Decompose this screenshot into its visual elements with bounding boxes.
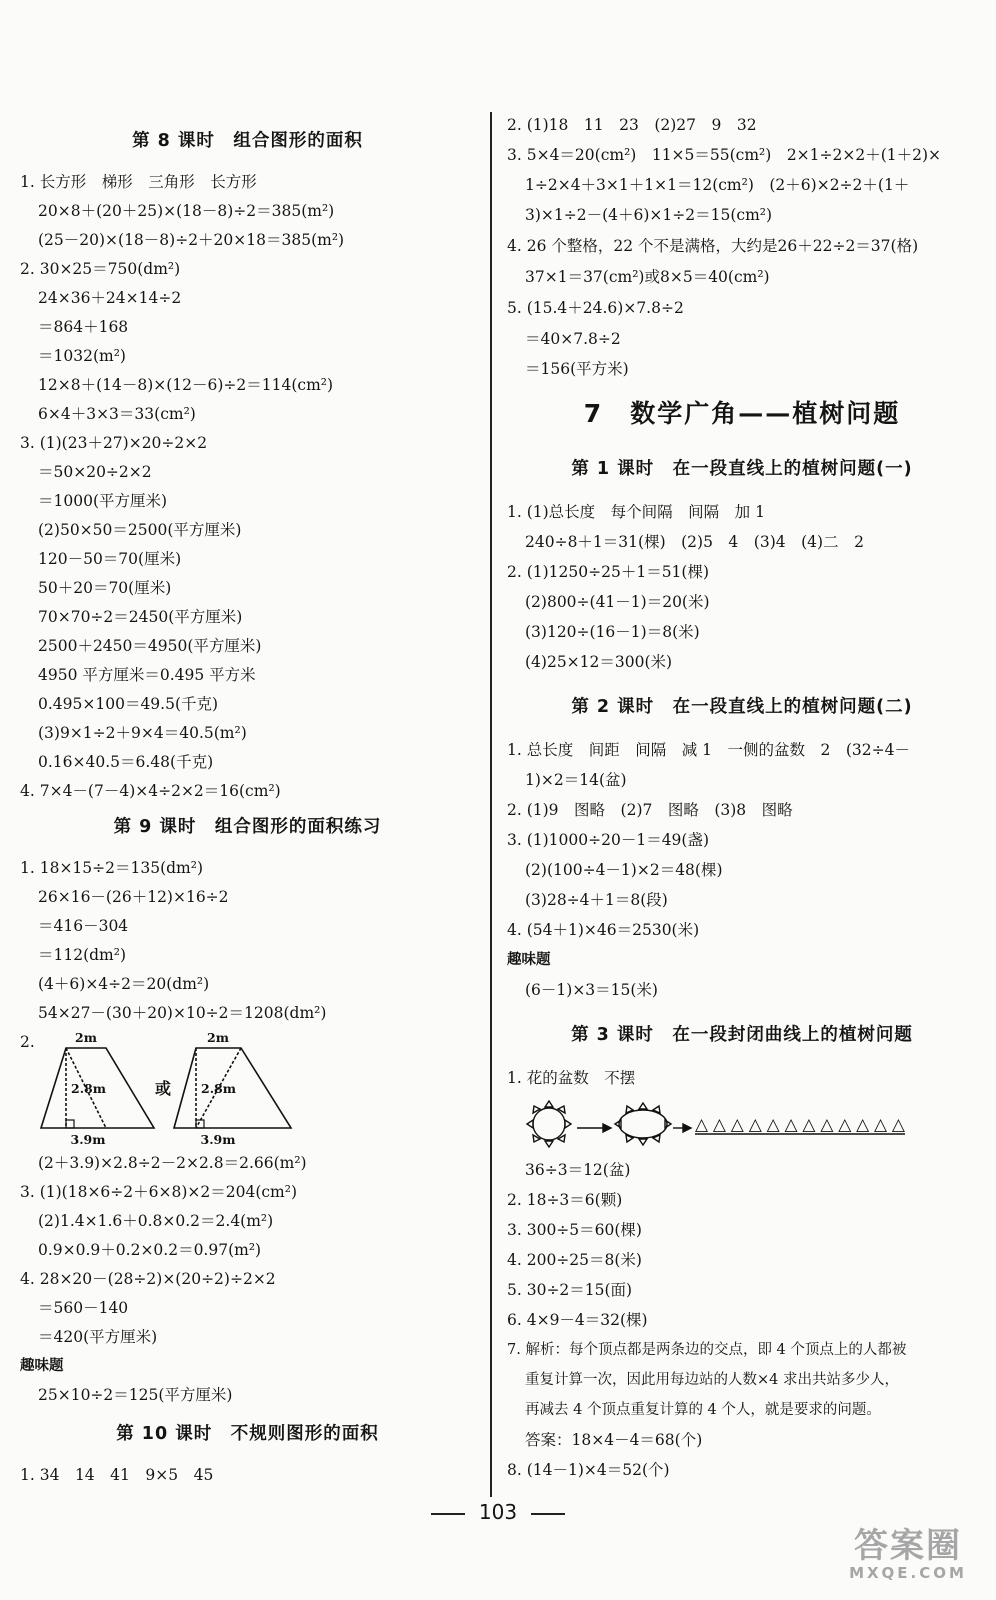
section-heading-lesson-10: 第 10 课时 不规则图形的面积 — [116, 1424, 379, 1444]
footer-dash-left — [431, 1513, 465, 1515]
answer-line: 12×8＋(14－8)×(12－6)÷2＝114(cm²) — [38, 376, 334, 394]
answer-line: 2. 30×25＝750(dm²) — [20, 260, 181, 278]
section-heading-lesson-2: 第 2 课时 在一段直线上的植树问题(二) — [571, 697, 913, 717]
bottom-base-label-1: 3.9m — [70, 1132, 106, 1146]
answer-line: 2. (1)18 11 23 (2)27 9 32 — [507, 116, 757, 134]
answer-line: 70×70÷2＝2450(平方厘米) — [38, 608, 243, 626]
answer-line: 6. 4×9－4＝32(棵) — [507, 1311, 648, 1329]
top-base-label-2: 2m — [207, 1030, 229, 1045]
answer-line: (2)(100÷4－1)×2＝48(棵) — [525, 861, 723, 879]
answer-line: 1. (1)总长度 每个间隔 间隔 加 1 — [507, 503, 765, 521]
answer-line: 4. 28×20－(28÷2)×(20÷2)÷2×2 — [20, 1270, 276, 1288]
answer-line: 1÷2×4＋3×1＋1×1＝12(cm²) (2＋6)×2÷2＋(1＋ — [525, 176, 910, 194]
fun-question-label: 趣味题 — [507, 952, 551, 968]
answer-line: 4950 平方厘米＝0.495 平方米 — [38, 666, 256, 684]
column-divider — [490, 112, 492, 1497]
answer-line: 3)×1÷2－(4＋6)×1÷2＝15(cm²) — [525, 206, 773, 224]
answer-line: 26×16－(26＋12)×16÷2 — [38, 888, 229, 906]
trapezoid-figures — [36, 1028, 336, 1146]
section-heading-lesson-8: 第 8 课时 组合图形的面积 — [132, 131, 363, 151]
answer-line: 1)×2＝14(盆) — [525, 771, 627, 789]
height-label-2: 2.8m — [201, 1081, 236, 1096]
answer-line: 8. (14－1)×4＝52(个) — [507, 1461, 670, 1479]
answer-line: (3)28÷4＋1＝8(段) — [525, 891, 668, 909]
answer-line: 1. 花的盆数 不摆 — [507, 1069, 636, 1087]
section-heading-lesson-3: 第 3 课时 在一段封闭曲线上的植树问题 — [571, 1025, 913, 1045]
flower-arrangement-figure — [519, 1096, 919, 1152]
answer-line: ＝1000(平方厘米) — [38, 492, 168, 510]
watermark-logo: 答案圈 MXQE.COM — [849, 1526, 967, 1582]
answer-line: ＝112(dm²) — [38, 946, 127, 964]
answer-line: 1. 34 14 41 9×5 45 — [20, 1466, 214, 1484]
question-number: 2. — [20, 1033, 35, 1051]
answer-line: ＝156(平方米) — [525, 360, 629, 378]
or-label: 或 — [154, 1079, 172, 1098]
answer-line: (2)800÷(41－1)＝20(米) — [525, 593, 710, 611]
answer-line: 重复计算一次，因此用每边站的人数×4 求出共站多少人， — [525, 1372, 899, 1388]
triangle-row: △△△△△△△△△△△△ — [695, 1115, 905, 1135]
answer-line: ＝416－304 — [38, 917, 129, 935]
answer-line: 50＋20＝70(厘米) — [38, 579, 172, 597]
answer-line: 6×4＋3×3＝33(cm²) — [38, 405, 196, 423]
answer-line: 120－50＝70(厘米) — [38, 550, 182, 568]
answer-line: ＝40×7.8÷2 — [525, 330, 621, 348]
answer-line: (3)9×1÷2＋9×4＝40.5(m²) — [38, 724, 247, 742]
answer-line: 4. (54＋1)×46＝2530(米) — [507, 921, 700, 939]
answer-line: 36÷3＝12(盆) — [525, 1161, 631, 1179]
answer-line: 3. 300÷5＝60(棵) — [507, 1221, 642, 1239]
answer-line: 0.9×0.9＋0.2×0.2＝0.97(m²) — [38, 1241, 262, 1259]
answer-line: (6－1)×3＝15(米) — [525, 981, 658, 999]
answer-line: ＝864＋168 — [38, 318, 129, 336]
answer-line: (4)25×12＝300(米) — [525, 653, 673, 671]
answer-line: 0.16×40.5＝6.48(千克) — [38, 753, 214, 771]
answer-line: 5. 30÷2＝15(面) — [507, 1281, 633, 1299]
answer-line: 54×27－(30＋20)×10÷2＝1208(dm²) — [38, 1004, 327, 1022]
answer-line: (2＋3.9)×2.8÷2－2×2.8＝2.66(m²) — [38, 1154, 307, 1172]
answer-line: 1. 18×15÷2＝135(dm²) — [20, 859, 204, 877]
answer-line: (3)120÷(16－1)＝8(米) — [525, 623, 700, 641]
section-heading-lesson-9: 第 9 课时 组合图形的面积练习 — [113, 817, 382, 837]
answer-line: (2)50×50＝2500(平方厘米) — [38, 521, 242, 539]
answer-line: 2. (1)9 图略 (2)7 图略 (3)8 图略 — [507, 801, 793, 819]
answer-line: 2. (1)1250÷25＋1＝51(棵) — [507, 563, 710, 581]
answer-line: 3. (1)(18×6÷2＋6×8)×2＝204(cm²) — [20, 1183, 298, 1201]
fun-question-label: 趣味题 — [20, 1358, 64, 1374]
answer-line: 240÷8＋1＝31(棵) (2)5 4 (3)4 (4)二 2 — [525, 533, 864, 551]
answer-line: 4. 7×4－(7－4)×4÷2×2＝16(cm²) — [20, 782, 281, 800]
height-label-1: 2.8m — [71, 1081, 106, 1096]
answer-line: (4＋6)×4÷2＝20(dm²) — [38, 975, 210, 993]
page-number: 103 — [478, 1500, 518, 1524]
answer-line: 2. 18÷3＝6(颗) — [507, 1191, 623, 1209]
top-base-label-1: 2m — [75, 1030, 97, 1045]
answer-line: 1. 长方形 梯形 三角形 长方形 — [20, 173, 257, 191]
footer-dash-right — [531, 1513, 565, 1515]
answer-line: ＝50×20÷2×2 — [38, 463, 152, 481]
section-heading-lesson-1: 第 1 课时 在一段直线上的植树问题(一) — [571, 459, 913, 479]
answer-line: 3. 5×4＝20(cm²) 11×5＝55(cm²) 2×1÷2×2＋(1＋2)× — [507, 146, 942, 164]
answer-line: 再减去 4 个顶点重复计算的 4 个人，就是要求的问题。 — [525, 1402, 881, 1418]
answer-line: 2500＋2450＝4950(平方厘米) — [38, 637, 262, 655]
answer-line: 24×36＋24×14÷2 — [38, 289, 182, 307]
answer-line: 0.495×100＝49.5(千克) — [38, 695, 219, 713]
answer-line: 7. 解析：每个顶点都是两条边的交点，即 4 个顶点上的人都被 — [507, 1342, 907, 1358]
chapter-heading: 7 数学广角——植树问题 — [583, 399, 901, 428]
answer-line: (25－20)×(18－8)÷2＋20×18＝385(m²) — [38, 231, 345, 249]
answer-line: 4. 200÷25＝8(米) — [507, 1251, 642, 1269]
answer-line: 4. 26 个整格，22 个不是满格，大约是26＋22÷2＝37(格) — [507, 237, 919, 255]
answer-line: (2)1.4×1.6＋0.8×0.2＝2.4(m²) — [38, 1212, 274, 1230]
answer-line: 3. (1)(23＋27)×20÷2×2 — [20, 434, 208, 452]
answer-line: ＝420(平方厘米) — [38, 1328, 158, 1346]
answer-line: 37×1＝37(cm²)或8×5＝40(cm²) — [525, 268, 770, 286]
bottom-base-label-2: 3.9m — [200, 1132, 236, 1146]
answer-line: ＝560－140 — [38, 1299, 129, 1317]
answer-line: 25×10÷2＝125(平方厘米) — [38, 1386, 233, 1404]
answer-line: 1. 总长度 间距 间隔 减 1 一侧的盆数 2 (32÷4－ — [507, 741, 910, 759]
answer-line: ＝1032(m²) — [38, 347, 126, 365]
answer-line: 3. (1)1000÷20－1＝49(盏) — [507, 831, 710, 849]
answer-line: 5. (15.4＋24.6)×7.8÷2 — [507, 299, 684, 317]
answer-line: 20×8＋(20＋25)×(18－8)÷2＝385(m²) — [38, 202, 335, 220]
answer-line: 答案：18×4－4＝68(个) — [525, 1431, 703, 1449]
page-footer — [0, 1500, 996, 1524]
